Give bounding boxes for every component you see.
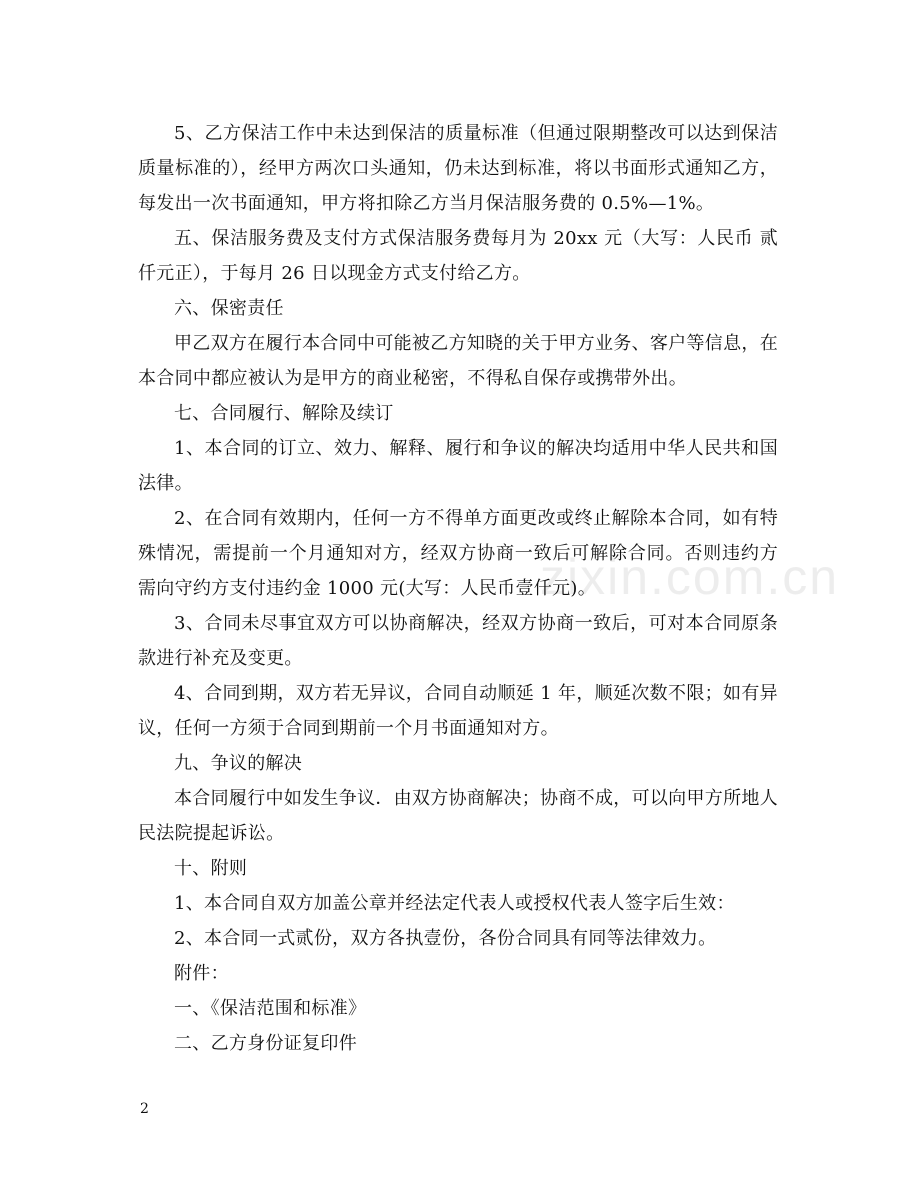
- paragraph-service-fee: 五、保洁服务费及支付方式保洁服务费每月为 20xx 元（大写：人民币 贰仟元正），于每月 26 日以现金方式支付给乙方。: [138, 228, 778, 284]
- paragraph-performance-1: 1、本合同的订立、效力、解释、履行和争议的解决均适用中华人民共和国法律。: [138, 438, 778, 494]
- paragraph-performance-4: 4、合同到期，双方若无异议，合同自动顺延 1 年，顺延次数不限；如有异议，任何一方须于合同到期前一个月书面通知对方。: [138, 683, 778, 739]
- page-number: 2: [140, 1101, 149, 1117]
- heading-dispute-resolution: 九、争议的解决: [174, 753, 303, 774]
- paragraph-provision-1: 1、本合同自双方加盖公章并经法定代表人或授权代表人签字后生效：: [174, 893, 735, 914]
- attachment-item-1: 一、《保洁范围和标准》: [174, 998, 367, 1019]
- watermark: zixin.com.cn: [540, 549, 840, 605]
- paragraph-performance-3: 3、合同未尽事宜双方可以协商解决，经双方协商一致后，可对本合同原条款进行补充及变更。: [138, 613, 778, 669]
- paragraph-dispute-resolution: 本合同履行中如发生争议．由双方协商解决；协商不成，可以向甲方所地人民法院提起诉讼。: [138, 788, 778, 844]
- attachment-item-2: 二、乙方身份证复印件: [174, 1033, 357, 1054]
- heading-attachments: 附件：: [174, 963, 229, 984]
- paragraph-provision-2: 2、本合同一式贰份，双方各执壹份，各份合同具有同等法律效力。: [174, 928, 717, 949]
- paragraph-confidentiality: 甲乙双方在履行本合同中可能被乙方知晓的关于甲方业务、客户等信息，在本合同中都应被认为是甲方的商业秘密，不得私自保存或携带外出。: [138, 333, 778, 389]
- heading-supplementary-provisions: 十、附则: [174, 858, 248, 879]
- heading-contract-performance: 七、合同履行、解除及续订: [174, 403, 394, 424]
- heading-confidentiality: 六、保密责任: [174, 298, 284, 319]
- paragraph-clause-5: 5、乙方保洁工作中未达到保洁的质量标准（但通过限期整改可以达到保洁质量标准的），经甲方两次口头通知，仍未达到标准，将以书面形式通知乙方，每发出一次书面通知，甲方将扣除乙方当月保洁服务费的 0.5%—1%。: [138, 123, 778, 214]
- paragraph-performance-2: 2、在合同有效期内，任何一方不得单方面更改或终止解除本合同，如有特殊情况，需提前一个月通知对方，经双方协商一致后可解除合同。否则违约方需向守约方支付违约金 1000 元(大写：人民币壹仟元)。: [138, 508, 778, 599]
